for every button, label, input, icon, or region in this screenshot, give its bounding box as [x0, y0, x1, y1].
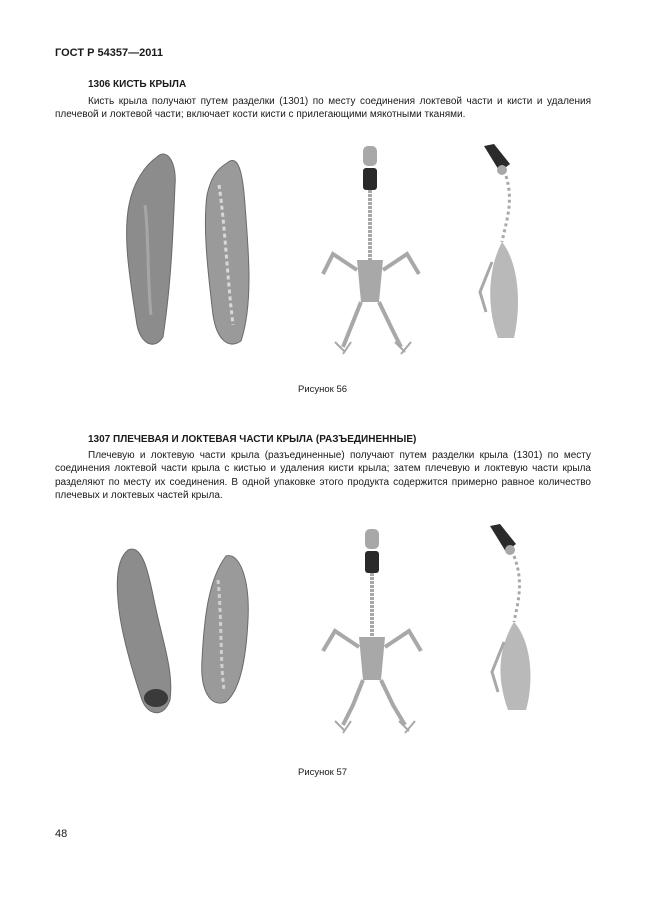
wing-tip-piece-left	[127, 154, 176, 344]
section-1306-text: Кисть крыла получают путем разделки (1301) по месту соединения локтевой части и кисти и удаления плечевой и локтевой части; включает кости кисти с прилегающими мякотными тканями.	[55, 96, 591, 121]
figure-57-skeleton-side-diagram	[478, 522, 548, 722]
section-1307-title: 1307 ПЛЕЧЕВАЯ И ЛОКТЕВАЯ ЧАСТИ КРЫЛА (РАЗЪЕДИНЕННЫЕ)	[88, 434, 417, 445]
figure-57-caption: Рисунок 57	[298, 767, 348, 778]
wing-tip-piece-right	[205, 161, 249, 344]
figure-56-skeleton-front-diagram	[315, 142, 435, 362]
wing-drumette-piece	[117, 549, 170, 713]
figure-57-wing-parts-photo	[108, 540, 278, 720]
figure-56-wing-tip-photo	[115, 145, 275, 350]
section-1306-title: 1306 КИСТЬ КРЫЛА	[88, 79, 187, 90]
wing-flat-piece	[202, 556, 249, 704]
page-number: 48	[55, 828, 68, 840]
figure-57-skeleton-front-diagram	[315, 525, 440, 740]
figure-56-skeleton-side-diagram	[470, 142, 540, 352]
section-1307-text: Плечевую и локтевую части крыла (разъединенные) получают путем разделки крыла (1301) по месту соединения локтевой части крыла с кистью и удаления кисти крыла; затем плечевую и локтевую части крыла разделяют по месту их соединения. В одной упаковке этого продукта содержится примерно равное количество плечевых и локтевых частей крыла.	[55, 450, 591, 502]
figure-56-caption: Рисунок 56	[298, 384, 348, 395]
document-header: ГОСТ Р 54357—2011	[55, 47, 163, 59]
